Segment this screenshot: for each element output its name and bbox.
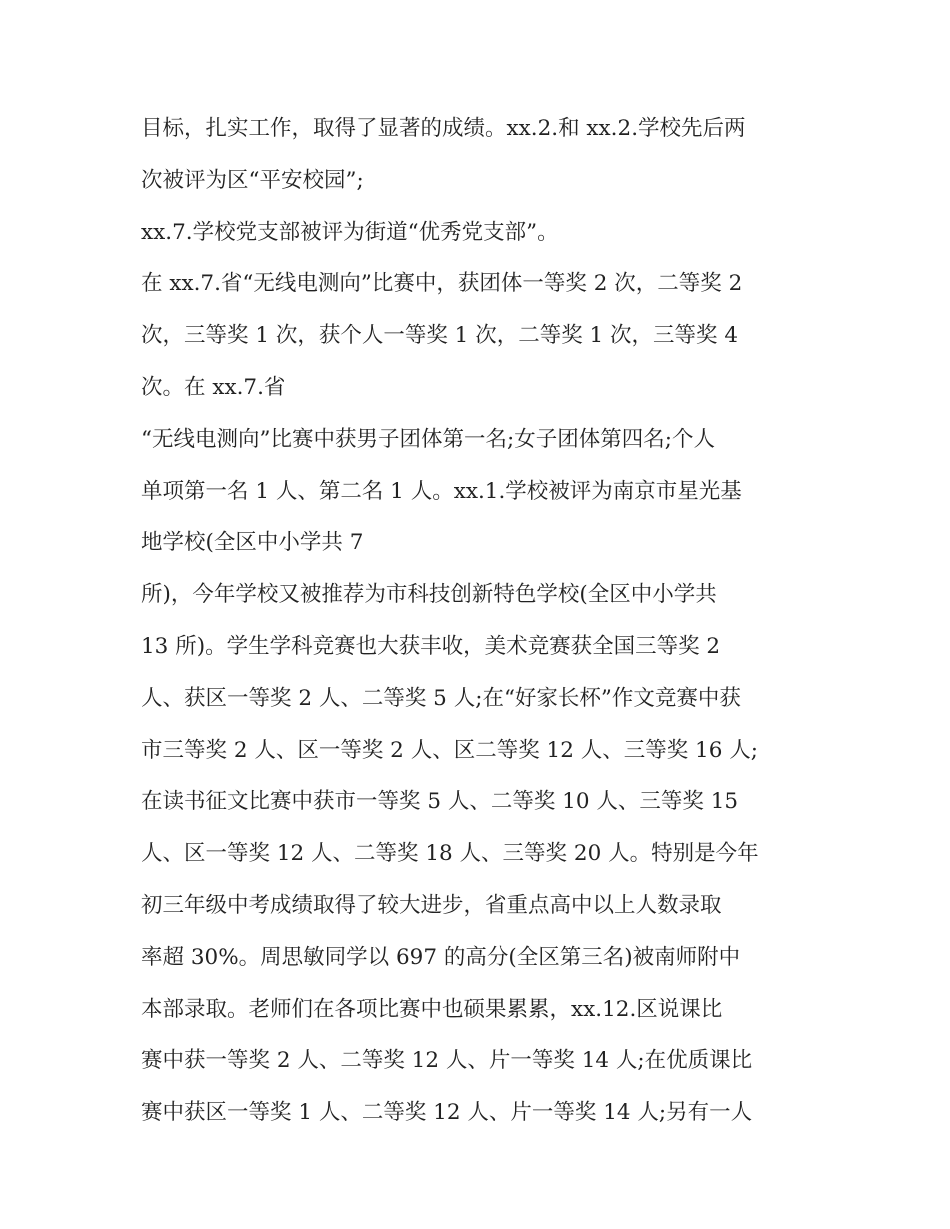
- text-line: 人、区一等奖 12 人、二等奖 18 人、三等奖 20 人。特别是今年: [141, 841, 759, 867]
- text-line: 人、获区一等奖 2 人、二等奖 5 人;在“好家长杯”作文竞赛中获: [141, 685, 741, 711]
- text-line: 赛中获一等奖 2 人、二等奖 12 人、片一等奖 14 人;在优质课比: [141, 1048, 753, 1074]
- text-line: 在 xx.7.省“无线电测向”比赛中，获团体一等奖 2 次，二等奖 2: [141, 271, 743, 297]
- body-text: [141, 103, 821, 1139]
- text-line: 次被评为区“平安校园”;: [141, 167, 364, 193]
- text-line: 所)，今年学校又被推荐为市科技创新特色学校(全区中小学共: [141, 582, 717, 608]
- text-line: 次。在 xx.7.省: [141, 374, 286, 400]
- text-line: 市三等奖 2 人、区一等奖 2 人、区二等奖 12 人、三等奖 16 人;: [141, 737, 758, 763]
- text-line: 13 所)。学生学科竞赛也大获丰收，美术竞赛获全国三等奖 2: [141, 633, 721, 659]
- text-line: 率超 30%。周思敏同学以 697 的高分(全区第三名)被南师附中: [141, 944, 741, 970]
- text-line: 本部录取。老师们在各项比赛中也硕果累累，xx.12.区说课比: [141, 996, 723, 1022]
- text-line: 初三年级中考成绩取得了较大进步，省重点高中以上人数录取: [141, 892, 722, 918]
- text-line: 赛中获区一等奖 1 人、二等奖 12 人、片一等奖 14 人;另有一人: [141, 1100, 753, 1126]
- text-line: 在读书征文比赛中获市一等奖 5 人、二等奖 10 人、三等奖 15: [141, 789, 739, 815]
- text-line: “无线电测向”比赛中获男子团体第一名;女子团体第四名;个人: [141, 426, 715, 452]
- text-line: 次，三等奖 1 次，获个人一等奖 1 次，二等奖 1 次，三等奖 4: [141, 323, 739, 349]
- text-line: xx.7.学校党支部被评为街道“优秀党支部”。: [141, 219, 559, 245]
- text-line: 目标，扎实工作，取得了显著的成绩。xx.2.和 xx.2.学校先后两: [141, 116, 746, 141]
- text-line: 地学校(全区中小学共 7: [141, 530, 364, 556]
- text-line: 单项第一名 1 人、第二名 1 人。xx.1.学校被评为南京市星光基: [141, 478, 742, 504]
